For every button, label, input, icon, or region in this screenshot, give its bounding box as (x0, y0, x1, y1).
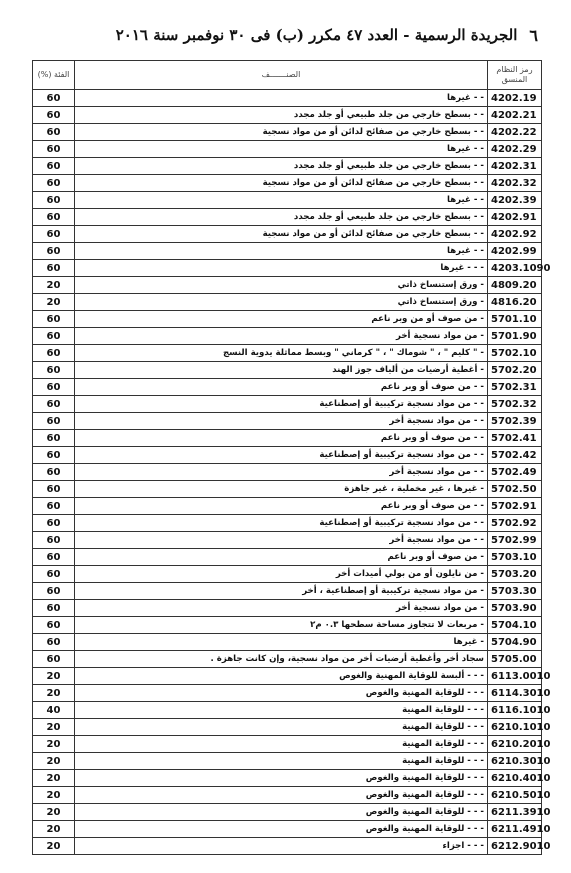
rate-cell: 60 (33, 107, 75, 124)
rate-cell: 60 (33, 226, 75, 243)
rate-cell: 60 (33, 345, 75, 362)
description-cell: - - - غيرها (75, 260, 488, 277)
hs-code-cell: 5702.39 (488, 413, 542, 430)
table-row (33, 634, 542, 651)
rate-cell: 20 (33, 804, 75, 821)
description-cell: - من مواد نسجية أخر (75, 600, 488, 617)
table-row (33, 821, 542, 838)
description-cell: - - بسطح خارجي من جلد طبيعي أو جلد مجدد (75, 158, 488, 175)
page-header (82, 22, 538, 48)
description-cell: - من صوف أو وبر ناعم (75, 549, 488, 566)
rate-cell: 20 (33, 736, 75, 753)
hs-code-cell: 5703.10 (488, 549, 542, 566)
description-cell: - - بسطح خارجي من صفائح لدائن أو من مواد نسجية (75, 124, 488, 141)
table-row (33, 566, 542, 583)
description-cell: - - غيرها (75, 90, 488, 107)
table-row (33, 481, 542, 498)
description-cell: - - من مواد نسجية أخر (75, 413, 488, 430)
table-row (33, 736, 542, 753)
table-row (33, 753, 542, 770)
description-cell: - - من صوف أو وبر ناعم (75, 379, 488, 396)
hs-code-cell: 4202.31 (488, 158, 542, 175)
hs-code-cell: 5704.10 (488, 617, 542, 634)
rate-cell: 60 (33, 243, 75, 260)
description-cell: - - - للوقاية المهنية والغوص (75, 821, 488, 838)
table-row (33, 107, 542, 124)
rate-cell: 60 (33, 141, 75, 158)
hs-code-cell: 6210.5010 (488, 787, 542, 804)
rate-cell: 20 (33, 821, 75, 838)
table-row (33, 345, 542, 362)
description-cell: - - من مواد نسجية أخر (75, 464, 488, 481)
hs-code-cell: 5704.90 (488, 634, 542, 651)
column-header-description: الصنـــــــف (75, 61, 488, 90)
description-cell: - - غيرها (75, 243, 488, 260)
rate-cell: 60 (33, 498, 75, 515)
table-row (33, 702, 542, 719)
description-cell: - - بسطح خارجي من صفائح لدائن أو من مواد نسجية (75, 226, 488, 243)
table-row (33, 447, 542, 464)
hs-code-cell: 4202.29 (488, 141, 542, 158)
rate-cell: 60 (33, 90, 75, 107)
rate-cell: 60 (33, 583, 75, 600)
description-cell: - - من مواد نسجية أخر (75, 532, 488, 549)
table-row (33, 464, 542, 481)
tariff-table (32, 60, 551, 855)
rate-cell: 60 (33, 209, 75, 226)
hs-code-cell: 5701.90 (488, 328, 542, 345)
table-row (33, 260, 542, 277)
table-row (33, 668, 542, 685)
table-row (33, 515, 542, 532)
description-cell: - - - للوقاية المهنية والغوص (75, 685, 488, 702)
rate-cell: 60 (33, 481, 75, 498)
hs-code-cell: 5702.99 (488, 532, 542, 549)
table-row (33, 804, 542, 821)
hs-code-cell: 6210.4010 (488, 770, 542, 787)
description-cell: - ورق إستنساخ ذاتي (75, 277, 488, 294)
description-cell: - من نايلون أو من بولي أميدات أخر (75, 566, 488, 583)
hs-code-cell: 4202.22 (488, 124, 542, 141)
rate-cell: 20 (33, 668, 75, 685)
description-cell: - - - للوقاية المهنية والغوص (75, 770, 488, 787)
gazette-header-text: الجريدة الرسمية - العدد ٤٧ مكرر (ب) فى ٣٠ نوفمبر سنة ٢٠١٦ (115, 26, 518, 44)
description-cell: - - من صوف أو وبر ناعم (75, 430, 488, 447)
table-row (33, 413, 542, 430)
description-cell: - - من مواد نسجية تركيبية أو إصطناعية (75, 447, 488, 464)
rate-cell: 60 (33, 260, 75, 277)
rate-cell: 60 (33, 617, 75, 634)
description-cell: - " كليم " ، " شوماك " ، " كرماني " وبسط مماثلة يدوية النسج (75, 345, 488, 362)
table-row (33, 243, 542, 260)
hs-code-cell: 6210.2010 (488, 736, 542, 753)
rate-cell: 60 (33, 175, 75, 192)
description-cell: - من مواد نسجية تركيبية أو إصطناعية ، أخر (75, 583, 488, 600)
hs-code-cell: 5702.91 (488, 498, 542, 515)
description-cell: - - من صوف أو وبر ناعم (75, 498, 488, 515)
rate-cell: 60 (33, 328, 75, 345)
rate-cell: 60 (33, 311, 75, 328)
rate-cell: 60 (33, 549, 75, 566)
rate-cell: 60 (33, 600, 75, 617)
rate-cell: 60 (33, 515, 75, 532)
table-row (33, 838, 542, 855)
description-cell: - - غيرها (75, 192, 488, 209)
hs-code-cell: 6116.1010 (488, 702, 542, 719)
table-row (33, 141, 542, 158)
hs-code-cell: 6210.1010 (488, 719, 542, 736)
rate-cell: 60 (33, 396, 75, 413)
rate-cell: 60 (33, 464, 75, 481)
table-row (33, 430, 542, 447)
hs-code-cell: 4202.92 (488, 226, 542, 243)
description-cell: - - من مواد نسجية تركيبية أو إصطناعية (75, 515, 488, 532)
hs-code-cell: 4202.91 (488, 209, 542, 226)
table-row (33, 379, 542, 396)
description-cell: - من صوف أو من وبر ناعم (75, 311, 488, 328)
table-row (33, 294, 542, 311)
description-cell: - - - للوقاية المهنية والغوص (75, 787, 488, 804)
description-cell: - - - ألبسة للوقاية المهنية والغوص (75, 668, 488, 685)
table-body (33, 90, 551, 855)
rate-cell: 20 (33, 770, 75, 787)
table-row (33, 226, 542, 243)
table-row (33, 175, 542, 192)
description-cell: - - بسطح خارجي من جلد طبيعي أو جلد مجدد (75, 209, 488, 226)
description-cell: - غيرها (75, 634, 488, 651)
rate-cell: 60 (33, 413, 75, 430)
table-row (33, 549, 542, 566)
table-row (33, 651, 542, 668)
rate-cell: 60 (33, 566, 75, 583)
rate-cell: 20 (33, 838, 75, 855)
hs-code-cell: 5702.42 (488, 447, 542, 464)
hs-code-cell: 5702.41 (488, 430, 542, 447)
hs-code-cell: 4202.19 (488, 90, 542, 107)
rate-cell: 20 (33, 294, 75, 311)
table-row (33, 787, 542, 804)
rate-cell: 60 (33, 192, 75, 209)
description-cell: - من مواد نسجية أخر (75, 328, 488, 345)
description-cell: - - - للوقاية المهنية (75, 702, 488, 719)
rate-cell: 20 (33, 277, 75, 294)
hs-code-cell: 5705.00 (488, 651, 542, 668)
table-row (33, 209, 542, 226)
description-cell: - - بسطح خارجي من جلد طبيعي أو جلد مجدد (75, 107, 488, 124)
description-cell: - ورق إستنساخ ذاتي (75, 294, 488, 311)
description-cell: - غيرها ، غير مخملية ، غير جاهزة (75, 481, 488, 498)
description-cell: - - - للوقاية المهنية (75, 719, 488, 736)
table-row (33, 498, 542, 515)
rate-cell: 60 (33, 362, 75, 379)
rate-cell: 60 (33, 447, 75, 464)
table-row (33, 124, 542, 141)
table-row (33, 719, 542, 736)
rate-cell: 40 (33, 702, 75, 719)
hs-code-cell: 4203.1090 (488, 260, 542, 277)
table-row (33, 328, 542, 345)
page-number: ٦ (529, 25, 538, 45)
table-row (33, 311, 542, 328)
table-row (33, 770, 542, 787)
description-cell: - - - اجزاء (75, 838, 488, 855)
rate-cell: 60 (33, 158, 75, 175)
hs-code-cell: 4202.21 (488, 107, 542, 124)
hs-code-cell: 5701.10 (488, 311, 542, 328)
table-row (33, 396, 542, 413)
table-row (33, 600, 542, 617)
rate-cell: 60 (33, 124, 75, 141)
hs-code-cell: 6212.9010 (488, 838, 542, 855)
description-cell: - - - للوقاية المهنية (75, 736, 488, 753)
table-row (33, 90, 542, 107)
hs-code-cell: 6210.3010 (488, 753, 542, 770)
rate-cell: 60 (33, 379, 75, 396)
hs-code-cell: 5702.20 (488, 362, 542, 379)
table-row (33, 685, 542, 702)
table-row (33, 617, 542, 634)
hs-code-cell: 5703.30 (488, 583, 542, 600)
hs-code-cell: 5703.90 (488, 600, 542, 617)
hs-code-cell: 6114.3010 (488, 685, 542, 702)
table-row (33, 192, 542, 209)
table-row (33, 277, 542, 294)
description-cell: سجاد أخر وأغطية أرضيات أخر من مواد نسجية، وإن كانت جاهزة . (75, 651, 488, 668)
hs-code-cell: 5703.20 (488, 566, 542, 583)
rate-cell: 20 (33, 753, 75, 770)
hs-code-cell: 5702.10 (488, 345, 542, 362)
hs-code-cell: 4202.32 (488, 175, 542, 192)
description-cell: - - بسطح خارجي من صفائح لدائن أو من مواد نسجية (75, 175, 488, 192)
hs-code-cell: 5702.32 (488, 396, 542, 413)
description-cell: - أغطية أرضيات من ألياف جوز الهند (75, 362, 488, 379)
hs-code-cell: 4202.39 (488, 192, 542, 209)
hs-code-cell: 6113.0010 (488, 668, 542, 685)
column-header-code: رمز النظام المنسق (488, 61, 542, 90)
hs-code-cell: 6211.4910 (488, 821, 542, 838)
table-row (33, 532, 542, 549)
rate-cell: 20 (33, 787, 75, 804)
rate-cell: 20 (33, 685, 75, 702)
description-cell: - - - للوقاية المهنية والغوص (75, 804, 488, 821)
hs-code-cell: 5702.49 (488, 464, 542, 481)
rate-cell: 60 (33, 634, 75, 651)
rate-cell: 60 (33, 430, 75, 447)
rate-cell: 60 (33, 532, 75, 549)
table-row (33, 362, 542, 379)
rate-cell: 60 (33, 651, 75, 668)
hs-code-cell: 4809.20 (488, 277, 542, 294)
description-cell: - - - للوقاية المهنية (75, 753, 488, 770)
hs-code-cell: 4816.20 (488, 294, 542, 311)
column-header-rate: الفئة (%) (33, 61, 75, 90)
hs-code-cell: 5702.31 (488, 379, 542, 396)
rate-cell: 20 (33, 719, 75, 736)
description-cell: - مربعات لا تتجاوز مساحة سطحها ٠.٣ م٢ (75, 617, 488, 634)
table-row (33, 583, 542, 600)
table-header-row (33, 61, 542, 90)
hs-code-cell: 5702.50 (488, 481, 542, 498)
hs-code-cell: 5702.92 (488, 515, 542, 532)
hs-code-cell: 6211.3910 (488, 804, 542, 821)
description-cell: - - غيرها (75, 141, 488, 158)
hs-code-cell: 4202.99 (488, 243, 542, 260)
description-cell: - - من مواد نسجية تركيبية أو إصطناعية (75, 396, 488, 413)
table-row (33, 158, 542, 175)
